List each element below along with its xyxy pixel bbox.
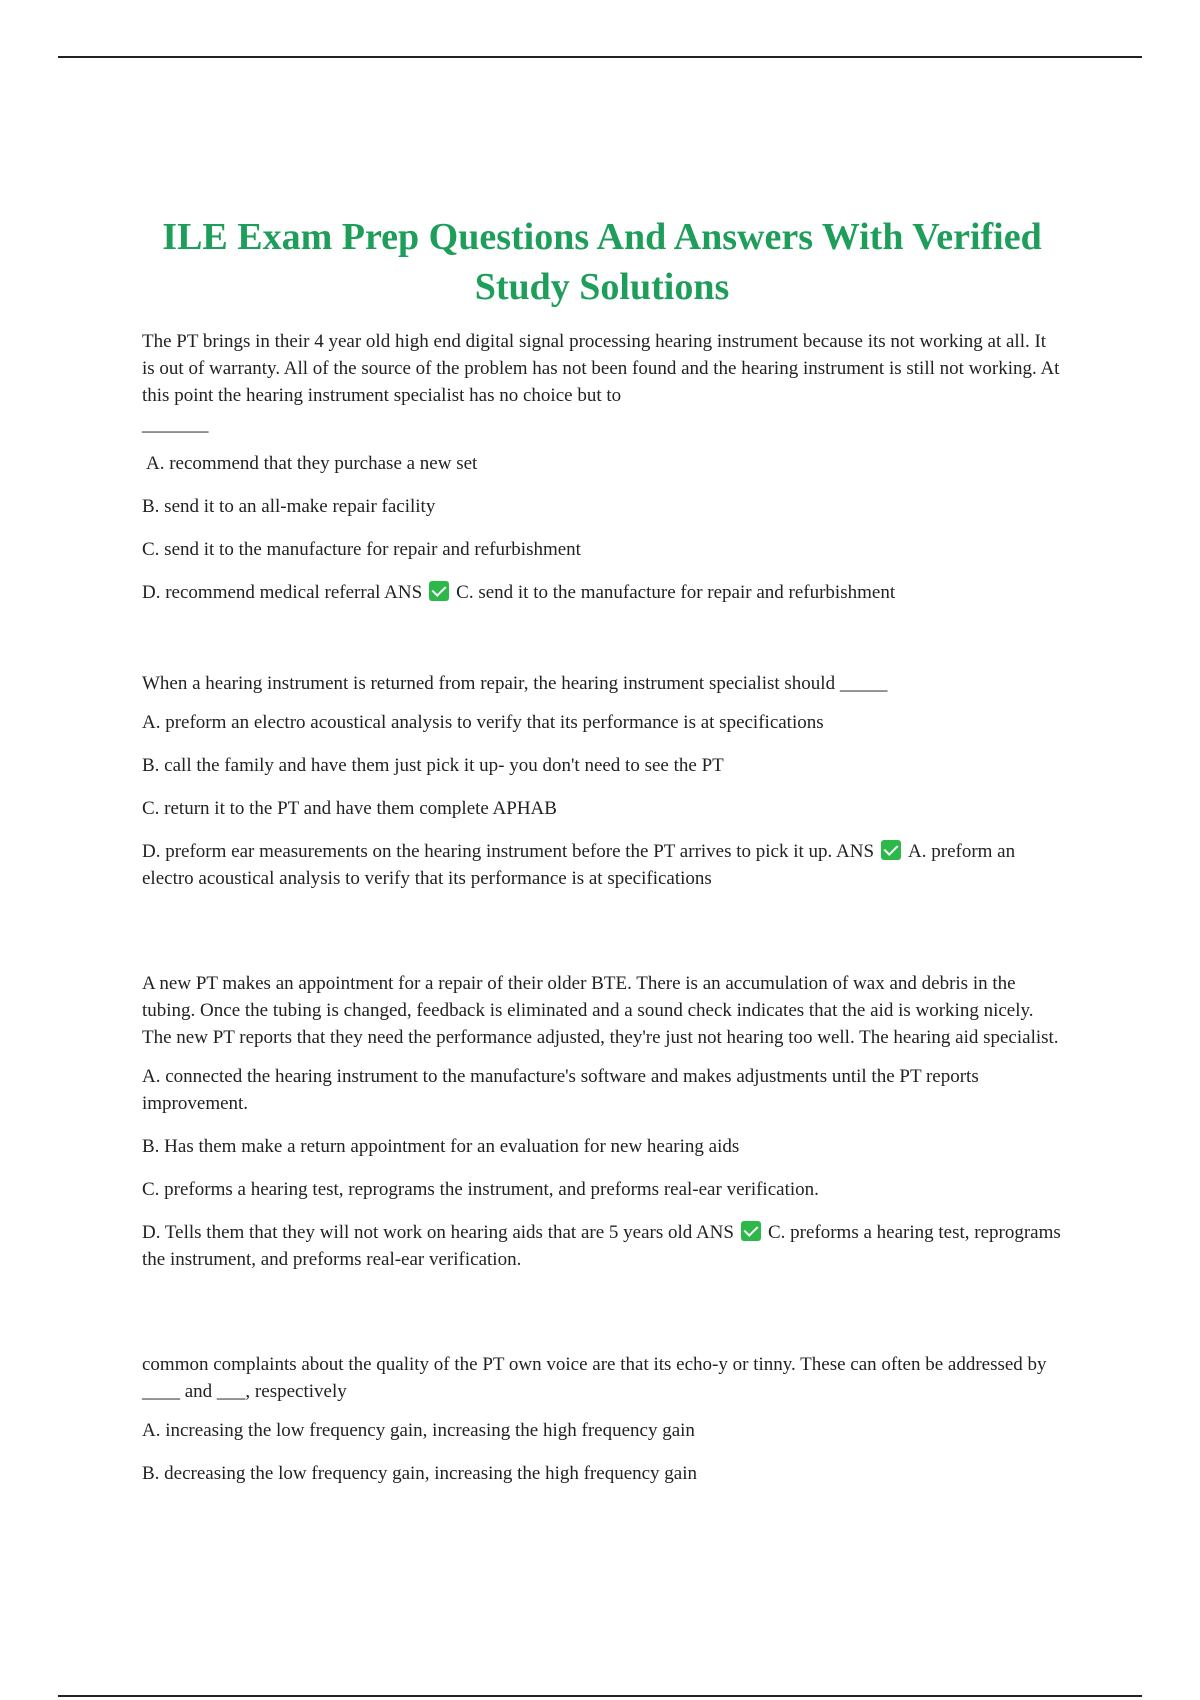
option-d: D. Tells them that they will not work on hearing aids that are 5 years old ANS (142, 1222, 734, 1243)
option-c: C. return it to the PT and have them complete APHAB (142, 798, 557, 819)
check-box-icon (429, 581, 449, 601)
footer-rule (58, 1695, 1142, 1697)
check-box-icon (881, 840, 901, 860)
header-rule (58, 56, 1142, 58)
option-d-with-answer (142, 1219, 1062, 1273)
answer-text: C. send it to the manufacture for repair and refurbishment (456, 582, 896, 603)
spacer (142, 622, 1062, 670)
option-d-with-answer (142, 579, 1062, 606)
option-b: B. call the family and have them just pick it up- you don't need to see the PT (142, 755, 724, 776)
option-b: B. Has them make a return appointment for an evaluation for new hearing aids (142, 1136, 740, 1157)
answer-blank: _______ (142, 414, 209, 435)
option-b: B. send it to an all-make repair facility (142, 496, 436, 517)
option-a: A. preform an electro acoustical analysis to verify that its performance is at specifications (142, 712, 824, 733)
option-a: A. connected the hearing instrument to the manufacture's software and makes adjustments until the PT reports improvement. (142, 1066, 979, 1114)
spacer (142, 908, 1062, 970)
question-text: A new PT makes an appointment for a repair of their older BTE. There is an accumulation of wax and debris in the tubing. Once the tubing is changed, feedback is eliminated and a sound check indicates that the aid is working nicely. The new PT reports that they need the performance adjusted, they're just not hearing too well. The hearing aid specialist. (142, 973, 1059, 1048)
question-text: common complaints about the quality of the PT own voice are that its echo-y or tinny. These can often be addressed by ____ and ___, respectively (142, 1354, 1047, 1402)
option-c: C. preforms a hearing test, reprograms the instrument, and preforms real-ear verification. (142, 1179, 819, 1200)
question-4 (142, 1351, 1062, 1487)
spacer (142, 1289, 1062, 1351)
question-text (142, 328, 1062, 438)
question-1 (142, 328, 1062, 606)
question-text: When a hearing instrument is returned from repair, the hearing instrument specialist should _____ (142, 673, 888, 694)
option-d: D. preform ear measurements on the hearing instrument before the PT arrives to pick it up. ANS (142, 841, 875, 862)
question-2 (142, 670, 1062, 892)
question-3 (142, 970, 1062, 1273)
check-box-icon (741, 1221, 761, 1241)
question-stem: The PT brings in their 4 year old high end digital signal processing hearing instrument because its not working at all. It is out of warranty. All of the source of the problem has not been found and the hearing instrument is still not working. At this point the hearing instrument specialist has no choice but to (142, 331, 1060, 406)
option-a: A. increasing the low frequency gain, increasing the high frequency gain (142, 1420, 695, 1441)
option-d: D. recommend medical referral ANS (142, 582, 423, 603)
option-b: B. decreasing the low frequency gain, increasing the high frequency gain (142, 1463, 698, 1484)
option-a: A. recommend that they purchase a new set (146, 453, 478, 474)
option-c: C. send it to the manufacture for repair and refurbishment (142, 539, 581, 560)
document-title: ILE Exam Prep Questions And Answers With Verified Study Solutions (162, 216, 1042, 308)
document-page (142, 212, 1062, 1503)
option-d-with-answer (142, 838, 1062, 892)
answer-text: A. preform an electro acoustical analysis to verify that its performance is at specifications (142, 841, 1016, 889)
answer-text: C. preforms a hearing test, reprograms the instrument, and preforms real-ear verification. (142, 1222, 1061, 1270)
